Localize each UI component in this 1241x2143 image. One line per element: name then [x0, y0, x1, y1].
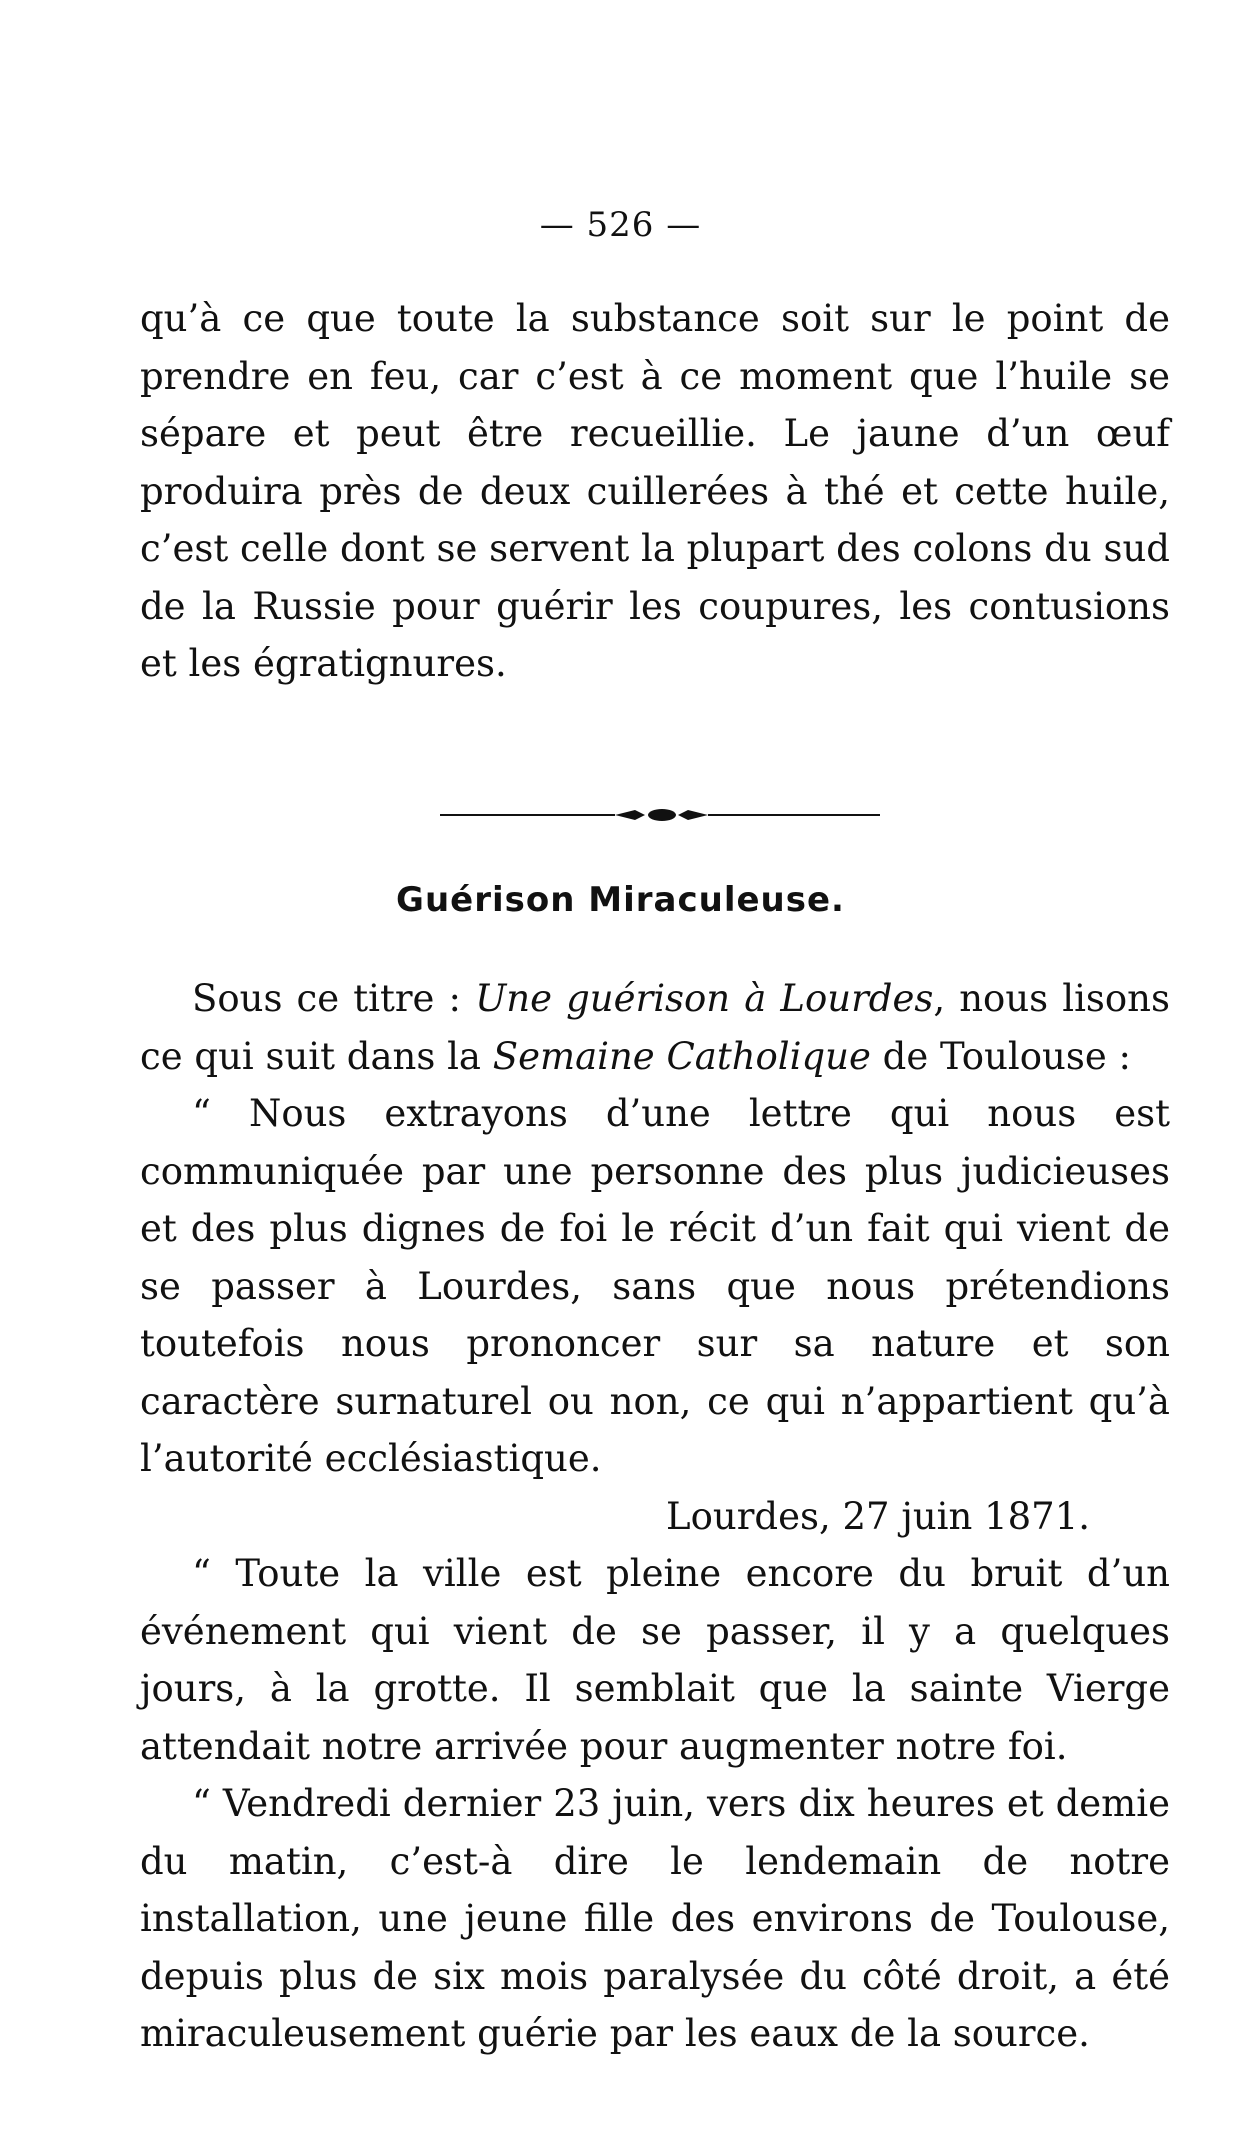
intro-text: qu’à ce que toute la substance soit sur le point de prendre en feu, car c’est à ce moment que l’huile se sépare et peut être recueillie. Le jaune d’un œuf produira près de deux cuillerées à thé et cette huile, c’est celle dont se servent la plupart des colons du sud de la Russie pour guérir les coupures, les contusions et les égratignures.: [140, 297, 1170, 685]
paragraph-letter-intro: “ Nous extrayons d’une lettre qui nous est communiquée par une personne des plus judicieuses et des plus dignes de foi le récit d’un fait qui vient de se passer à Lourdes, sans que nous prétendions toutefois nous prononcer sur sa nature et son caractère surnaturel ou non, ce qui n’appartient qu’à l’autorité ecclésiastique.: [140, 1092, 1170, 1480]
p1-text-2: , nous lisons ce qui suit dans la: [140, 977, 1170, 1078]
article-body: [140, 970, 1170, 2063]
section-divider-ornament: [430, 805, 890, 825]
paragraph-healing-account: “ Vendredi dernier 23 juin, vers dix heures et demie du matin, c’est-à dire le lendemain de notre installation, une jeune fille des environs de Toulouse, depuis plus de six mois paralysée du côté droit, a été miraculeusement guérie par les eaux de la source.: [140, 1782, 1170, 2055]
p1-text-1: Sous ce titre :: [192, 977, 476, 1020]
p1-italic-publication: Semaine Catholique: [492, 1034, 871, 1078]
intro-paragraph: [140, 290, 1170, 693]
paragraph-town-news: “ Toute la ville est pleine encore du bruit d’un événement qui vient de se passer, il y a quelques jours, à la grotte. Il semblait que la sainte Vierge attendait notre arrivée pour augmenter notre foi.: [140, 1552, 1170, 1768]
paragraph-intro-source: [140, 970, 1170, 1085]
p1-text-3: de Toulouse :: [870, 1034, 1131, 1078]
dateline: Lourdes, 27 juin 1871.: [666, 1494, 1090, 1538]
section-title: Guérison Miraculeuse.: [396, 880, 845, 920]
page-number: — 526 —: [539, 205, 702, 245]
p1-italic-title: Une guérison à Lourdes: [475, 977, 934, 1020]
